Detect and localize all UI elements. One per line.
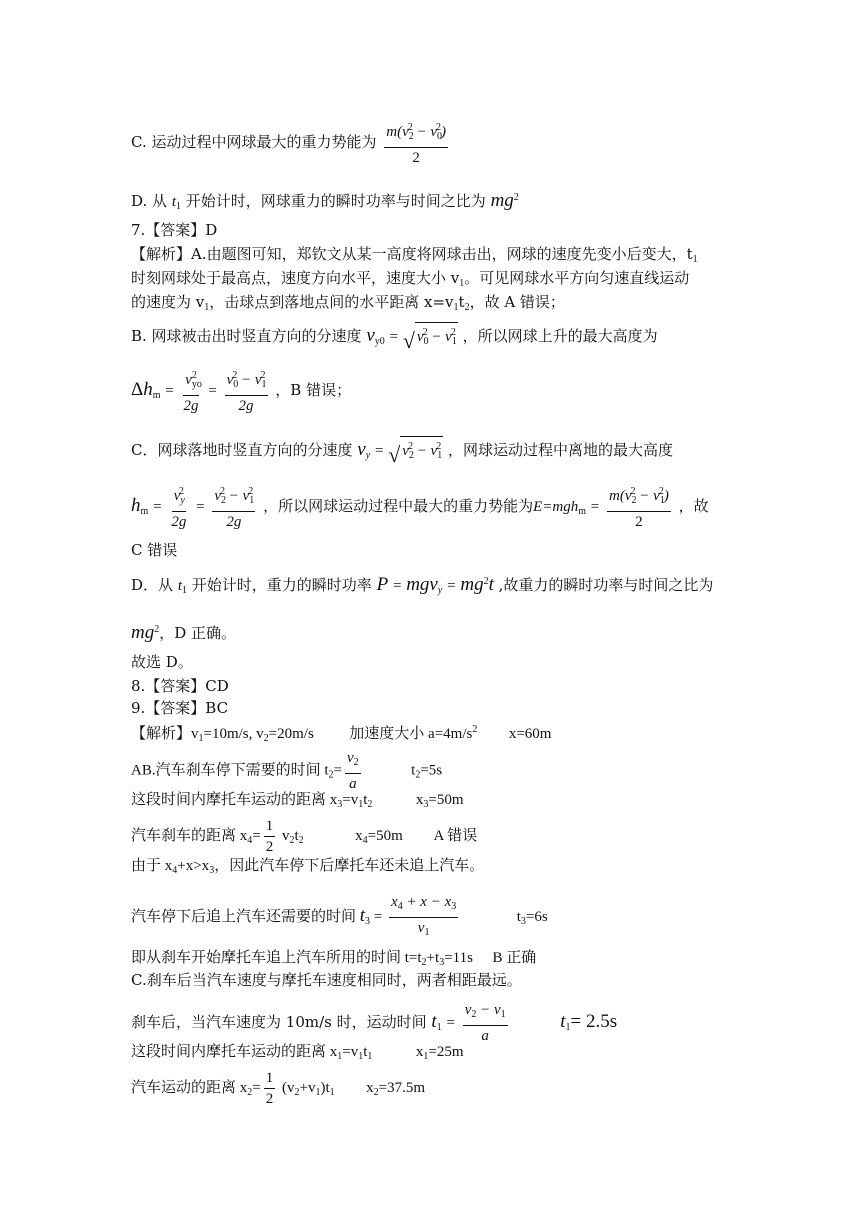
answer-7: 7.【答案】D: [131, 221, 218, 239]
exp7-line-c1: C．网球落地时竖直方向的分速度 $v_y$ = √ $v_2^2 - v_1^2$ ，网球运动过程中离地的最大高度: [131, 436, 673, 466]
exp7-line-c2: $h_m$ = $\frac{v_y^2}{2g}$ = $\frac{v_2^2 - v_1^2}{2g}$ ，所以网球运动过程中最大的重力势能为E=mgh$_m$ = $\frac{m(v_2^2 - v_1^2)}{2}$ ，故: [131, 482, 709, 532]
exp7-line-b1: B. 网球被击出时竖直方向的分速度 $v_{y0}$ = √ $v_0^2 - v_1^2$ ，所以网球上升的最大高度为: [131, 322, 658, 352]
exp9-line-4: 汽车刹车的距离 $x_4=$ $\frac{1}{2}$ $v_2t_2$ $x_4=50m$ A 错误: [131, 818, 478, 855]
exp9-line-6: 汽车停下后追上汽车还需要的时间 $t_3$ = $\frac{x_4 + x - x_3}{v_1}$ $t_3=6s$: [131, 894, 548, 938]
option-c-line: C. 运动过程中网球最大的重力势能为 $\frac{m(v_2^2 - v_0^2)}{2}$: [131, 118, 451, 168]
exp9-line-5: 由于 $x_4+x>x_3$，因此汽车停下后摩托车还未追上汽车。: [131, 858, 485, 876]
exp7-line-a1: 【解析】A.由题图可知，郑钦文从某一高度将网球击出，网球的速度先变小后变大，$t_1$: [131, 245, 698, 265]
option-d-line: D. 从 $t_1$ 开始计时，网球重力的瞬时功率与时间之比为 $mg^2$: [131, 190, 519, 212]
exp7-conclusion: 故选 D。: [131, 653, 193, 671]
exp9-line-11: 汽车运动的距离 $x_2=$ $\frac{1}{2}$ $(v_2+v_1)t_1$ $x_2=37.5m$: [131, 1070, 426, 1107]
answer-9: 9.【答案】BC: [131, 699, 229, 717]
exp7-line-a2: 时刻网球处于最高点，速度方向水平，速度大小 $v_1$。可见网球水平方向匀速直线运动: [131, 269, 690, 289]
exp9-line-10: 这段时间内摩托车运动的距离 $x_1=v_1t_1$ $x_1=25m$: [131, 1044, 464, 1062]
exp7-line-a3: 的速度为 $v_1$，击球点到落地点间的水平距离 $x=v_1t_2$，故 A 错误；: [131, 293, 565, 313]
exp7-line-b2: $\Delta h_m$ = $\frac{v_{yo}^2}{2g}$ = $\frac{v_0^2 - v_1^2}{2g}$ ，B 错误；: [131, 366, 351, 416]
formula-fraction: $\frac{m(v_2^2 - v_0^2)}{2}$: [384, 118, 448, 168]
exp7-line-c3: C 错误: [131, 541, 178, 559]
exp9-line-7: 即从刹车开始摩托车追上汽车所用的时间 $t=t_2+t_3=11s$ B 正确: [131, 950, 537, 968]
exp7-line-d2: $mg^2$，D 正确。: [131, 622, 237, 643]
exp9-line-8: C.刹车后当汽车速度与摩托车速度相同时，两者相距最远。: [131, 971, 522, 989]
exp9-line-2: AB.汽车刹车停下需要的时间 $t_2=$ $\frac{v_2}{a}$ $t_2=5s$: [131, 750, 443, 792]
exp9-line-1: 【解析】$v_1=10m/s$, $v_2=20m/s$ 加速度大小 $a=4m/s^2$ x=60m: [131, 724, 552, 744]
exp7-line-d1: D．从 $t_1$ 开始计时，重力的瞬时功率 $P = mgv_y = mg^2t$ ,故重力的瞬时功率与时间之比为: [131, 574, 714, 596]
exp9-line-9: 刹车后，当汽车速度为 10m/s 时，运动时间 $t_1$ = $\frac{v_2 - v_1}{a}$ $t_1= 2.5s$: [131, 1002, 618, 1044]
answer-8: 8.【答案】CD: [131, 677, 229, 695]
exp9-line-3: 这段时间内摩托车运动的距离 $x_3=v_1t_2$ $x_3=50m$: [131, 792, 464, 810]
